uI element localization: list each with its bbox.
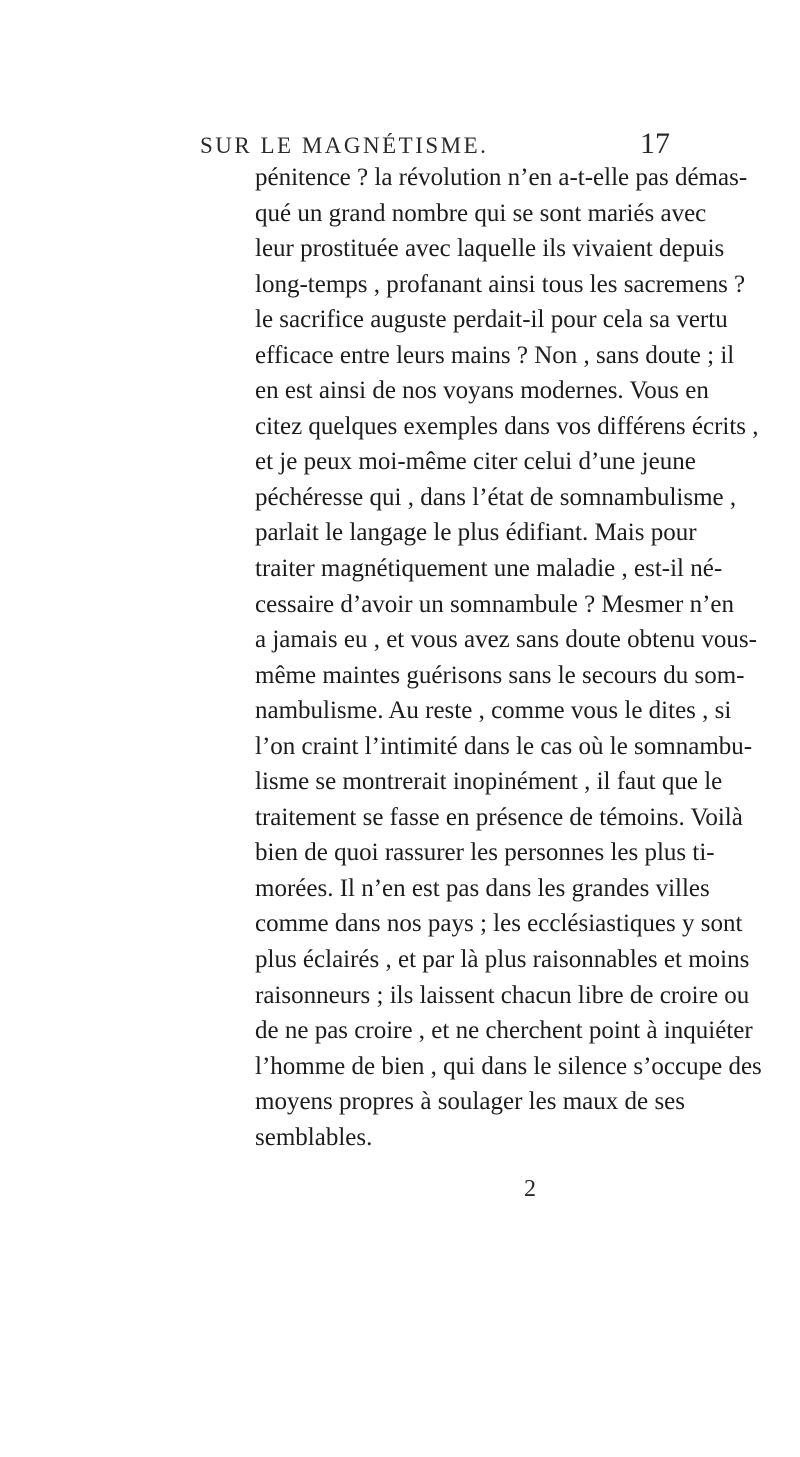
text-line: bien de quoi rassurer les personnes les plus ti- (255, 839, 715, 867)
page-number: 17 (640, 127, 670, 160)
text-line: même maintes guérisons sans le secours du som- (255, 661, 745, 689)
signature-mark: 2 (524, 1176, 536, 1202)
text-line: citez quelques exemples dans vos différens écrits , (255, 412, 759, 440)
text-line: pénitence ? la révolution n’en a-t-elle pas démas- (255, 164, 748, 191)
text-line: nambulisme. Au reste , comme vous le dites , si (255, 697, 732, 725)
text-line: cessaire d’avoir un somnambule ? Mesmer n’en (255, 590, 735, 618)
text-line: long-temps , profanant ainsi tous les sacremens ? (255, 270, 746, 298)
text-line: parlait le langage le plus édifiant. Mais pour (255, 519, 697, 547)
text-line: traiter magnétiquement une maladie , est-il né- (255, 555, 723, 583)
text-line: de ne pas croire , et ne cherchent point à inquiéter (255, 1017, 753, 1045)
text-line: qué un grand nombre qui se sont mariés avec (255, 199, 707, 227)
text-line-final: semblables. (255, 1123, 373, 1151)
text-line: traitement se fasse en présence de témoins. Voilà (255, 803, 743, 831)
text-line: raisonneurs ; ils laissent chacun libre de croire ou (255, 981, 750, 1009)
text-line: morées. Il n’en est pas dans les grandes villes (255, 874, 710, 902)
text-line: en est ainsi de nos voyans modernes. Vous en (255, 377, 709, 405)
text-line: le sacrifice auguste perdait-il pour cela sa vertu (255, 306, 728, 334)
text-line: efficace entre leurs mains ? Non , sans doute ; il (255, 341, 735, 369)
text-line: leur prostituée avec laquelle ils vivaient depuis (255, 235, 725, 263)
body-text (255, 160, 762, 1155)
text-line: a jamais eu , et vous avez sans doute obtenu vous- (255, 626, 757, 654)
text-line: péchéresse qui , dans l’état de somnambulisme , (255, 483, 737, 511)
text-line: plus éclairés , et par là plus raisonnables et moins (255, 946, 750, 974)
text-line: comme dans nos pays ; les ecclésiastiques y sont (255, 910, 743, 938)
text-line: lisme se montrerait inopinément , il faut que le (255, 768, 723, 796)
text-line: moyens propres à soulager les maux de ses (255, 1088, 685, 1116)
text-line: l’homme de bien , qui dans le silence s’occupe des (255, 1052, 762, 1080)
running-head (200, 127, 670, 163)
text-line: et je peux moi-même citer celui d’une jeune (255, 448, 696, 476)
running-title: SUR LE MAGNÉTISME. (200, 133, 489, 158)
text-line: l’on craint l’intimité dans le cas où le somnambu- (255, 732, 753, 760)
